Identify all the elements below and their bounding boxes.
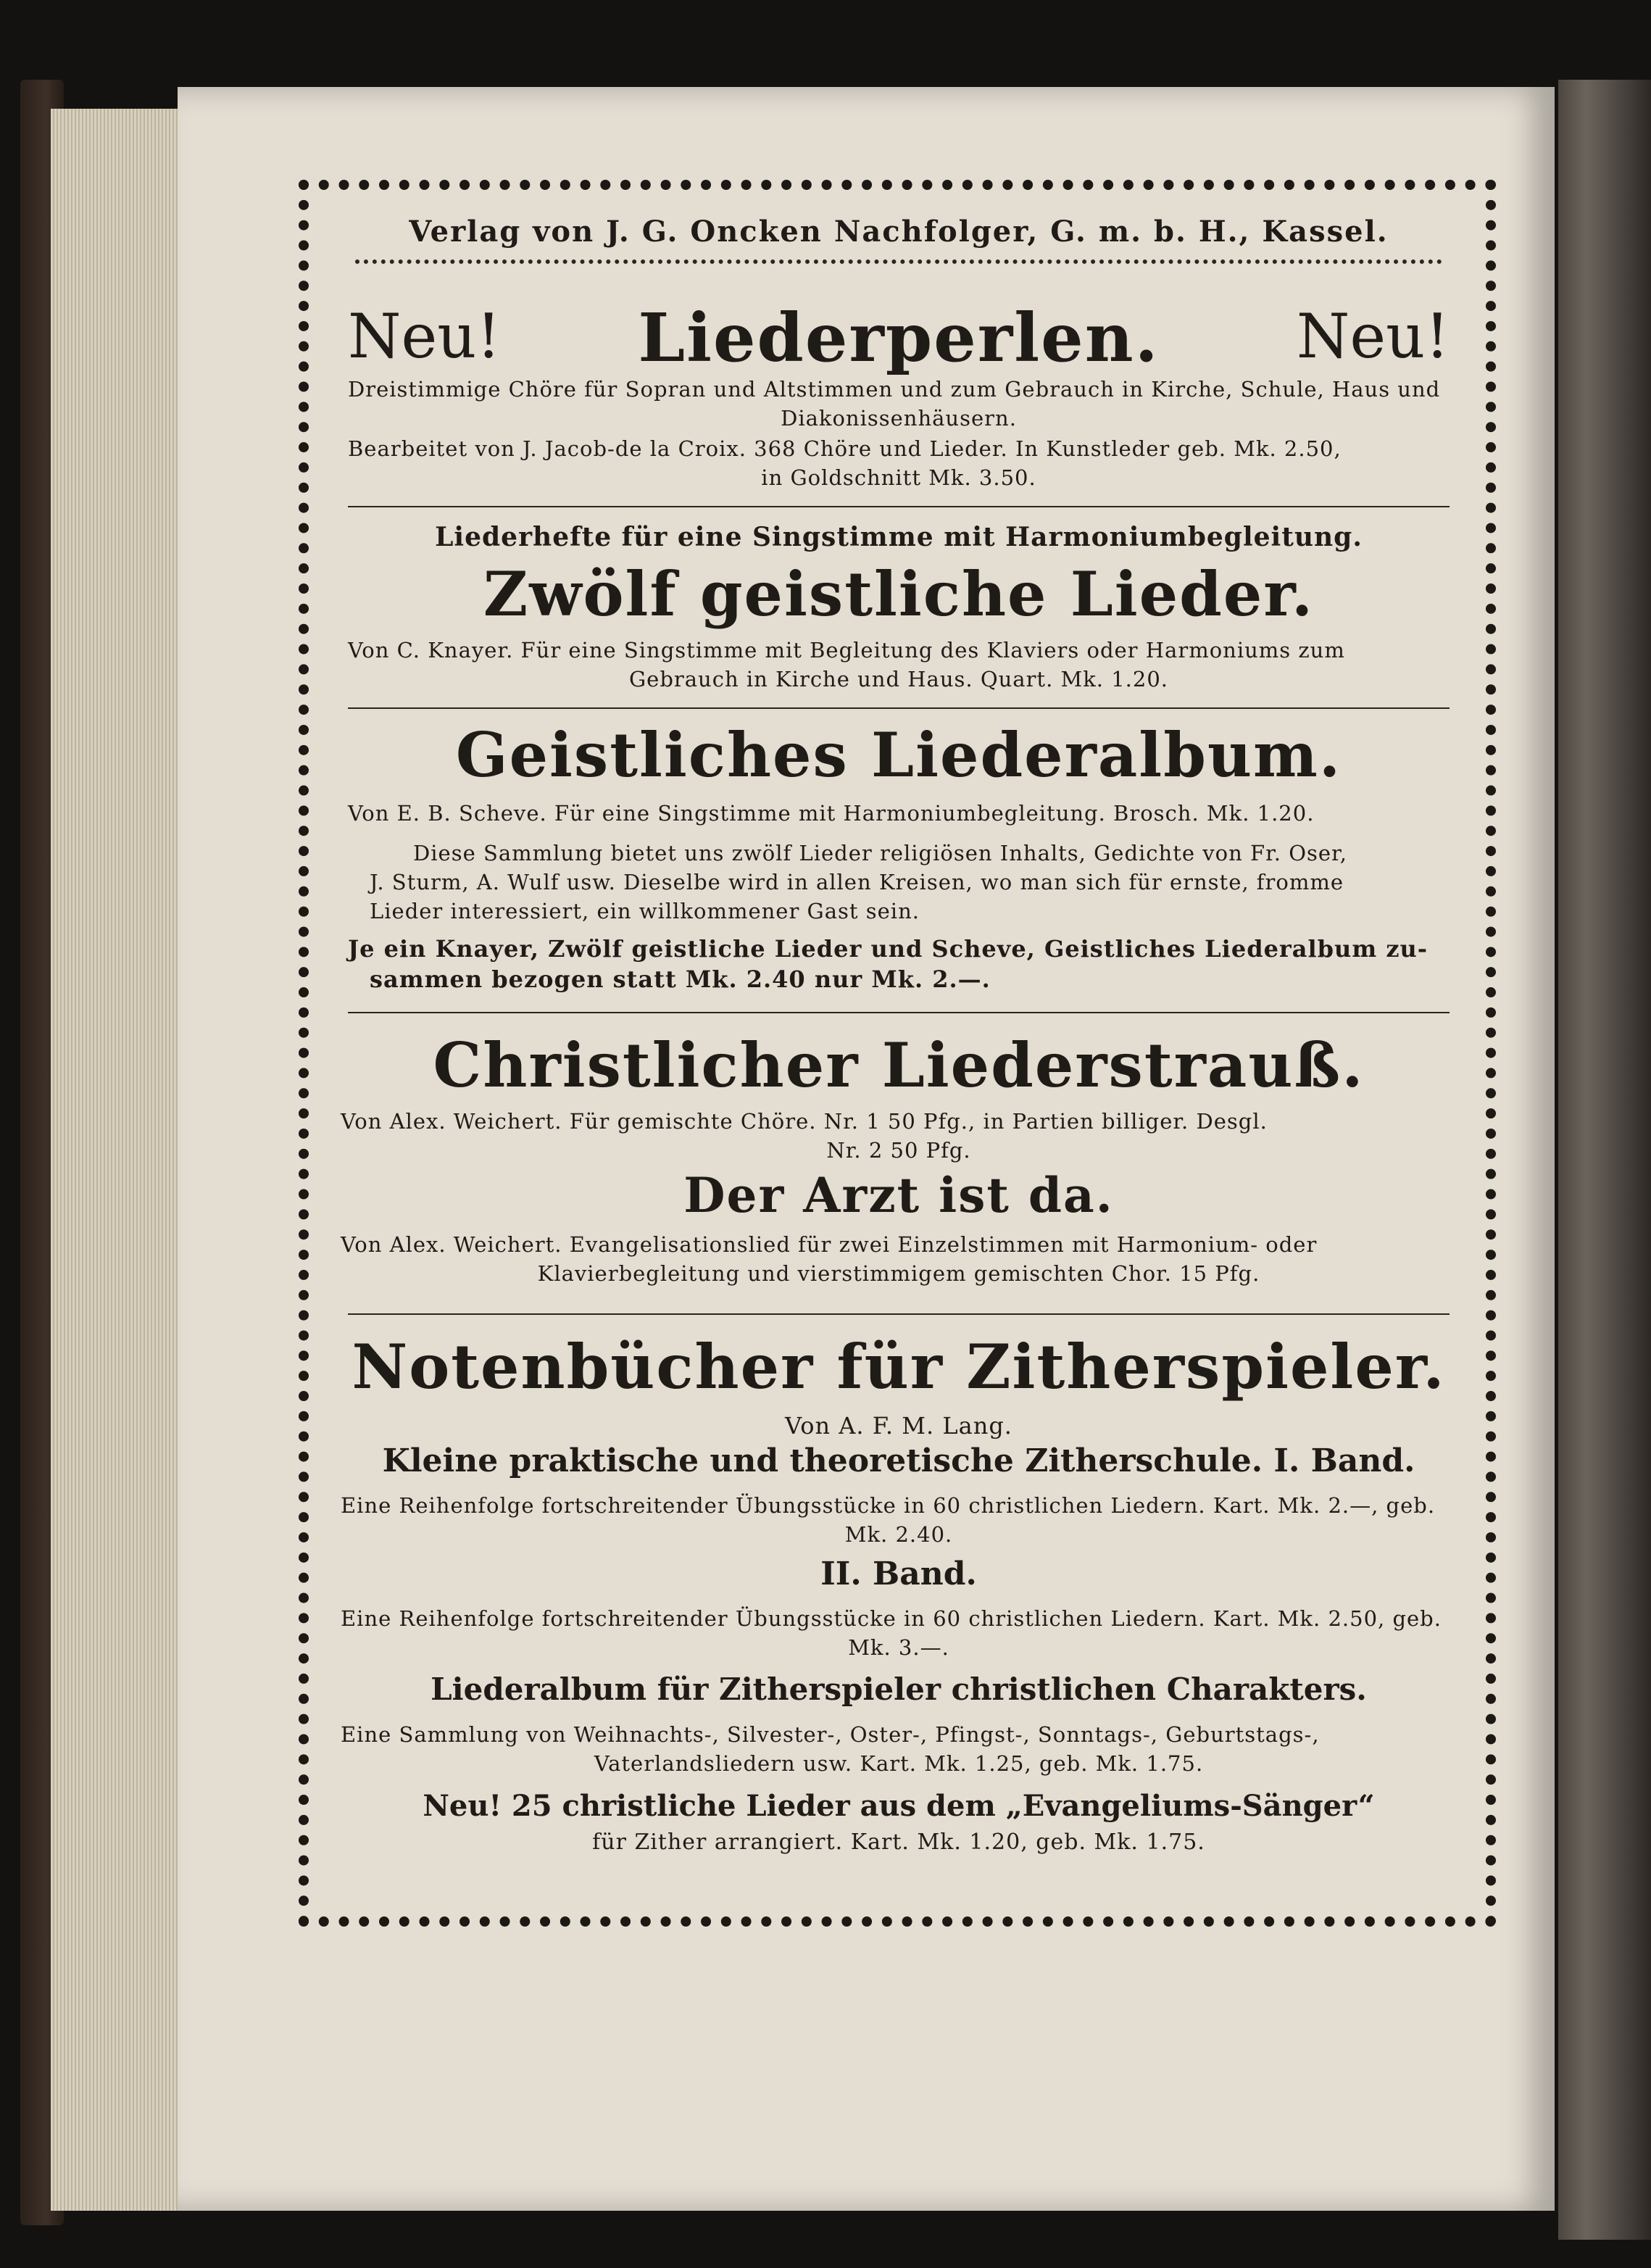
zither-book1-line1: Eine Reihenfolge fortschreitender Übungsstücke in 60 christlichen Liedern. Kart. Mk. 2.—, geb. — [341, 1493, 1436, 1518]
zwoelf-supertitle: Liederhefte für eine Singstimme mit Harmoniumbegleitung. — [435, 522, 1363, 552]
liederstrauss-title: Christlicher Liederstrauß. — [433, 1029, 1365, 1101]
zither-book2-title: II. Band. — [820, 1555, 977, 1592]
liederalbum-line1: Von E. B. Scheve. Für eine Singstimme mit Harmoniumbegleitung. Brosch. Mk. 1.20. — [348, 801, 1315, 826]
rule-4 — [348, 1313, 1450, 1315]
liederperlen-desc-line2: Diakonissenhäusern. — [781, 406, 1017, 431]
liederperlen-title: Liederperlen. — [638, 299, 1160, 377]
liederperlen-info-line2: in Goldschnitt Mk. 3.50. — [761, 465, 1036, 490]
book-cover-right — [1558, 80, 1651, 2240]
arzt-title: Der Arzt ist da. — [683, 1167, 1114, 1224]
page-edges — [51, 109, 196, 2211]
zwoelf-line1: Von C. Knayer. Für eine Singstimme mit Begleitung des Klaviers oder Harmoniums zum — [348, 638, 1345, 662]
liederalbum-offer-line2: sammen bezogen statt Mk. 2.40 nur Mk. 2.—. — [370, 965, 991, 993]
zither-author: Von A. F. M. Lang. — [785, 1412, 1012, 1440]
zither-book2-line2: Mk. 3.—. — [848, 1635, 949, 1660]
arzt-line2: Klavierbegleitung und vierstimmigem gemischten Chor. 15 Pfg. — [537, 1261, 1260, 1286]
zither-book3-line2: Vaterlandsliedern usw. Kart. Mk. 1.25, geb. Mk. 1.75. — [594, 1751, 1204, 1776]
zwoelf-line2: Gebrauch in Kirche und Haus. Quart. Mk. 1.20. — [628, 667, 1169, 691]
liederalbum-title: Geistliches Liederalbum. — [455, 719, 1342, 791]
neu-right: Neu! — [1296, 301, 1450, 372]
publisher-header: Verlag von J. G. Oncken Nachfolger, G. m. b. H., Kassel. — [409, 215, 1389, 249]
arzt-line1: Von Alex. Weichert. Evangelisationslied für zwei Einzelstimmen mit Harmonium- oder — [341, 1232, 1318, 1257]
zither-book3-title: Liederalbum für Zitherspieler christlichen Charakters. — [431, 1671, 1367, 1707]
liederstrauss-line1: Von Alex. Weichert. Für gemischte Chöre. Nr. 1 50 Pfg., in Partien billiger. Desgl. — [341, 1109, 1268, 1134]
liederalbum-offer-line1: Je ein Knayer, Zwölf geistliche Lieder und Scheve, Geistliches Liederalbum zu- — [348, 935, 1428, 963]
neu-left: Neu! — [348, 301, 502, 372]
liederstrauss-line2: Nr. 2 50 Pfg. — [826, 1138, 971, 1163]
advertisement-content — [341, 203, 1457, 1914]
liederalbum-desc-line1: Diese Sammlung bietet uns zwölf Lieder religiösen Inhalts, Gedichte von Fr. Oser, — [413, 841, 1347, 865]
liederalbum-desc-line3: Lieder interessiert, ein willkommener Gast sein. — [370, 899, 920, 923]
zither-book1-title: Kleine praktische und theoretische Zitherschule. I. Band. — [382, 1442, 1415, 1479]
zither-book2-line1: Eine Reihenfolge fortschreitender Übungsstücke in 60 christlichen Liedern. Kart. Mk. 2.50, geb. — [341, 1606, 1442, 1631]
zither-book3-line1: Eine Sammlung von Weihnachts-, Silvester-, Oster-, Pfingst-, Sonntags-, Geburtstags-, — [341, 1722, 1320, 1747]
zwoelf-title: Zwölf geistliche Lieder. — [483, 558, 1315, 630]
zither-book4-line1: Neu! 25 christliche Lieder aus dem „Evangeliums-Sänger“ — [423, 1789, 1375, 1823]
zither-book4-line2: für Zither arrangiert. Kart. Mk. 1.20, geb. Mk. 1.75. — [592, 1829, 1205, 1855]
liederperlen-desc-line1: Dreistimmige Chöre für Sopran und Altstimmen und zum Gebrauch in Kirche, Schule, Haus und — [348, 377, 1441, 402]
liederalbum-desc-line2: J. Sturm, A. Wulf usw. Dieselbe wird in allen Kreisen, wo man sich für ernste, fromme — [370, 870, 1344, 894]
rule-2 — [348, 707, 1450, 709]
header-dotted-rule — [355, 259, 1442, 264]
liederperlen-info-line1: Bearbeitet von J. Jacob-de la Croix. 368 Chöre und Lieder. In Kunstleder geb. Mk. 2.50, — [348, 436, 1342, 461]
rule-3 — [348, 1012, 1450, 1013]
zither-title: Notenbücher für Zitherspieler. — [352, 1331, 1446, 1403]
rule-1 — [348, 506, 1450, 507]
zither-book1-line2: Mk. 2.40. — [844, 1522, 953, 1547]
